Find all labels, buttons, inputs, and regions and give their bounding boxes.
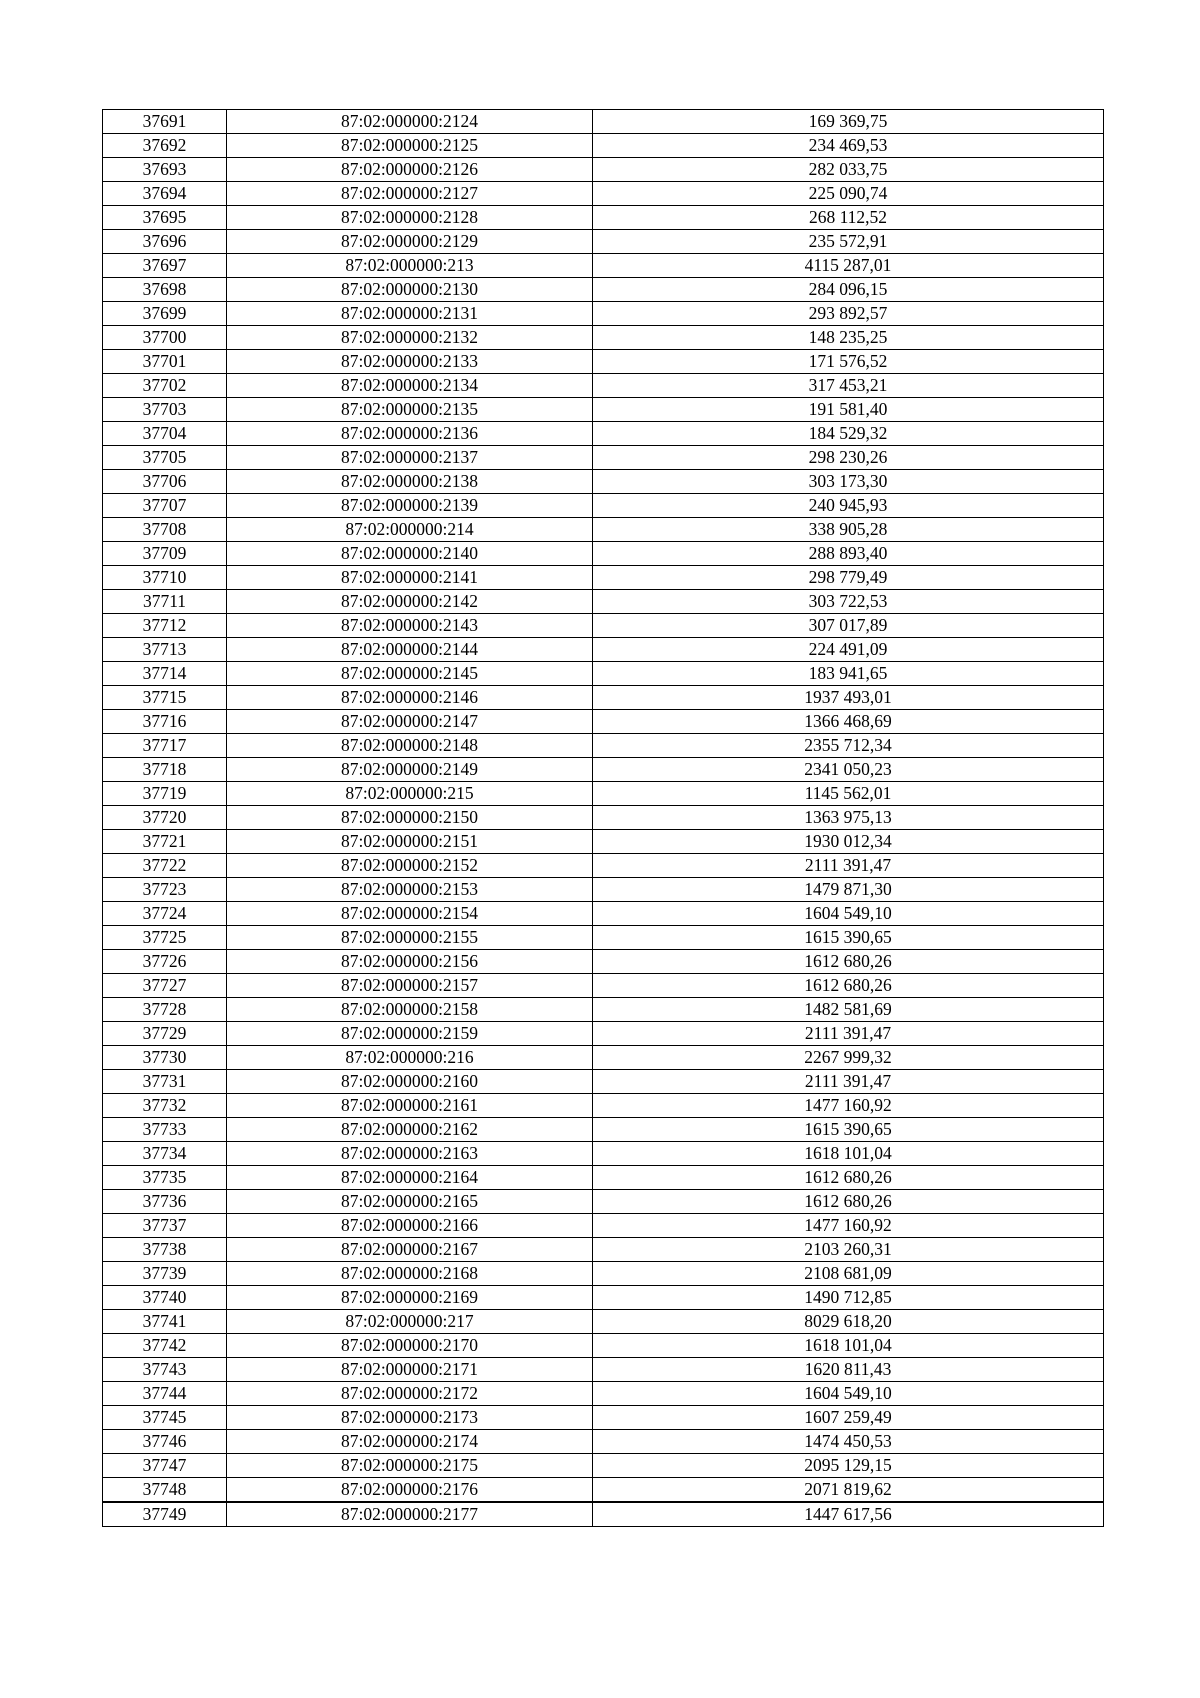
row-number-cell: 37703 — [103, 398, 227, 422]
cadastral-value-cell: 1477 160,92 — [593, 1214, 1104, 1238]
table-row — [103, 518, 1104, 542]
cadastral-value-cell: 225 090,74 — [593, 182, 1104, 206]
table-row — [103, 230, 1104, 254]
table-row — [103, 1022, 1104, 1046]
row-number-cell: 37716 — [103, 710, 227, 734]
row-number-cell: 37697 — [103, 254, 227, 278]
row-number-cell: 37695 — [103, 206, 227, 230]
cadastral-value-cell: 1477 160,92 — [593, 1094, 1104, 1118]
table-row — [103, 446, 1104, 470]
cadastral-number-cell: 87:02:000000:2145 — [227, 662, 593, 686]
cadastral-number-cell: 87:02:000000:2174 — [227, 1430, 593, 1454]
cadastral-value-cell: 171 576,52 — [593, 350, 1104, 374]
row-number-cell: 37719 — [103, 782, 227, 806]
cadastral-number-cell: 87:02:000000:2138 — [227, 470, 593, 494]
cadastral-value-cell: 1479 871,30 — [593, 878, 1104, 902]
row-number-cell: 37702 — [103, 374, 227, 398]
table-row — [103, 806, 1104, 830]
row-number-cell: 37742 — [103, 1334, 227, 1358]
cadastral-number-cell: 87:02:000000:2177 — [227, 1502, 593, 1527]
cadastral-number-cell: 87:02:000000:2166 — [227, 1214, 593, 1238]
table-row — [103, 1238, 1104, 1262]
cadastral-value-cell: 1618 101,04 — [593, 1142, 1104, 1166]
cadastral-number-cell: 87:02:000000:213 — [227, 254, 593, 278]
table-row — [103, 566, 1104, 590]
cadastral-value-cell: 1490 712,85 — [593, 1286, 1104, 1310]
cadastral-number-cell: 87:02:000000:2133 — [227, 350, 593, 374]
table-row — [103, 1454, 1104, 1478]
row-number-cell: 37698 — [103, 278, 227, 302]
table-row — [103, 998, 1104, 1022]
cadastral-number-cell: 87:02:000000:2149 — [227, 758, 593, 782]
cadastral-number-cell: 87:02:000000:2165 — [227, 1190, 593, 1214]
row-number-cell: 37744 — [103, 1382, 227, 1406]
cadastral-number-cell: 87:02:000000:2157 — [227, 974, 593, 998]
cadastral-value-cell: 1612 680,26 — [593, 950, 1104, 974]
table-row — [103, 1478, 1104, 1503]
row-number-cell: 37730 — [103, 1046, 227, 1070]
table-row — [103, 278, 1104, 302]
table-row — [103, 350, 1104, 374]
row-number-cell: 37692 — [103, 134, 227, 158]
table-row — [103, 1166, 1104, 1190]
cadastral-number-cell: 87:02:000000:2144 — [227, 638, 593, 662]
table-row — [103, 1094, 1104, 1118]
cadastral-value-cell: 1447 617,56 — [593, 1502, 1104, 1527]
cadastral-value-cell: 1930 012,34 — [593, 830, 1104, 854]
cadastral-value-cell: 1363 975,13 — [593, 806, 1104, 830]
cadastral-number-cell: 87:02:000000:2147 — [227, 710, 593, 734]
cadastral-number-cell: 87:02:000000:215 — [227, 782, 593, 806]
cadastral-value-cell: 282 033,75 — [593, 158, 1104, 182]
row-number-cell: 37718 — [103, 758, 227, 782]
cadastral-number-cell: 87:02:000000:2132 — [227, 326, 593, 350]
cadastral-value-cell: 288 893,40 — [593, 542, 1104, 566]
table-row — [103, 1406, 1104, 1430]
row-number-cell: 37707 — [103, 494, 227, 518]
row-number-cell: 37733 — [103, 1118, 227, 1142]
cadastral-value-cell: 8029 618,20 — [593, 1310, 1104, 1334]
table-row — [103, 1118, 1104, 1142]
cadastral-number-cell: 87:02:000000:2151 — [227, 830, 593, 854]
cadastral-value-cell: 184 529,32 — [593, 422, 1104, 446]
cadastral-value-cell: 191 581,40 — [593, 398, 1104, 422]
cadastral-value-cell: 284 096,15 — [593, 278, 1104, 302]
row-number-cell: 37700 — [103, 326, 227, 350]
cadastral-number-cell: 87:02:000000:2168 — [227, 1262, 593, 1286]
row-number-cell: 37725 — [103, 926, 227, 950]
row-number-cell: 37691 — [103, 110, 227, 134]
row-number-cell: 37741 — [103, 1310, 227, 1334]
row-number-cell: 37721 — [103, 830, 227, 854]
cadastral-value-cell: 307 017,89 — [593, 614, 1104, 638]
cadastral-value-cell: 1615 390,65 — [593, 1118, 1104, 1142]
row-number-cell: 37731 — [103, 1070, 227, 1094]
table-row — [103, 1358, 1104, 1382]
table-row — [103, 254, 1104, 278]
cadastral-value-cell: 1612 680,26 — [593, 1166, 1104, 1190]
row-number-cell: 37715 — [103, 686, 227, 710]
cadastral-number-cell: 87:02:000000:2159 — [227, 1022, 593, 1046]
row-number-cell: 37739 — [103, 1262, 227, 1286]
table-row — [103, 638, 1104, 662]
row-number-cell: 37722 — [103, 854, 227, 878]
table-row — [103, 1262, 1104, 1286]
table-row — [103, 1334, 1104, 1358]
table-row — [103, 1214, 1104, 1238]
cadastral-value-cell: 234 469,53 — [593, 134, 1104, 158]
cadastral-value-cell: 1366 468,69 — [593, 710, 1104, 734]
table-row — [103, 326, 1104, 350]
cadastral-number-cell: 87:02:000000:2163 — [227, 1142, 593, 1166]
table-row — [103, 1286, 1104, 1310]
row-number-cell: 37694 — [103, 182, 227, 206]
row-number-cell: 37735 — [103, 1166, 227, 1190]
cadastral-number-cell: 87:02:000000:2156 — [227, 950, 593, 974]
table-row — [103, 614, 1104, 638]
cadastral-number-cell: 87:02:000000:2161 — [227, 1094, 593, 1118]
table-row — [103, 686, 1104, 710]
cadastral-number-cell: 87:02:000000:2136 — [227, 422, 593, 446]
row-number-cell: 37734 — [103, 1142, 227, 1166]
table-row — [103, 1310, 1104, 1334]
table-row — [103, 590, 1104, 614]
row-number-cell: 37726 — [103, 950, 227, 974]
cadastral-value-cell: 2341 050,23 — [593, 758, 1104, 782]
cadastral-value-cell: 1604 549,10 — [593, 1382, 1104, 1406]
row-number-cell: 37712 — [103, 614, 227, 638]
row-number-cell: 37711 — [103, 590, 227, 614]
cadastral-value-cell: 240 945,93 — [593, 494, 1104, 518]
row-number-cell: 37749 — [103, 1502, 227, 1527]
row-number-cell: 37705 — [103, 446, 227, 470]
cadastral-value-cell: 268 112,52 — [593, 206, 1104, 230]
cadastral-number-cell: 87:02:000000:217 — [227, 1310, 593, 1334]
table-row — [103, 374, 1104, 398]
cadastral-value-cell: 4115 287,01 — [593, 254, 1104, 278]
table-row — [103, 158, 1104, 182]
cadastral-number-cell: 87:02:000000:2146 — [227, 686, 593, 710]
cadastral-value-cell: 169 369,75 — [593, 110, 1104, 134]
table-row — [103, 878, 1104, 902]
table-row — [103, 734, 1104, 758]
table-row — [103, 110, 1104, 134]
cadastral-value-cell: 1145 562,01 — [593, 782, 1104, 806]
row-number-cell: 37745 — [103, 1406, 227, 1430]
cadastral-number-cell: 87:02:000000:2124 — [227, 110, 593, 134]
cadastral-number-cell: 87:02:000000:2143 — [227, 614, 593, 638]
row-number-cell: 37740 — [103, 1286, 227, 1310]
cadastral-value-cell: 298 779,49 — [593, 566, 1104, 590]
row-number-cell: 37706 — [103, 470, 227, 494]
cadastral-number-cell: 87:02:000000:2169 — [227, 1286, 593, 1310]
cadastral-value-cell: 235 572,91 — [593, 230, 1104, 254]
cadastral-number-cell: 87:02:000000:2153 — [227, 878, 593, 902]
cadastral-number-cell: 87:02:000000:2175 — [227, 1454, 593, 1478]
cadastral-number-cell: 87:02:000000:2171 — [227, 1358, 593, 1382]
table-row — [103, 782, 1104, 806]
cadastral-value-cell: 2111 391,47 — [593, 1070, 1104, 1094]
cadastral-value-cell: 1474 450,53 — [593, 1430, 1104, 1454]
table-row — [103, 830, 1104, 854]
table-row — [103, 1046, 1104, 1070]
table-row — [103, 974, 1104, 998]
row-number-cell: 37732 — [103, 1094, 227, 1118]
row-number-cell: 37699 — [103, 302, 227, 326]
cadastral-number-cell: 87:02:000000:2167 — [227, 1238, 593, 1262]
table-row — [103, 710, 1104, 734]
row-number-cell: 37748 — [103, 1478, 227, 1503]
cadastral-value-cell: 1612 680,26 — [593, 1190, 1104, 1214]
table-row — [103, 1430, 1104, 1454]
cadastral-value-cell: 2095 129,15 — [593, 1454, 1104, 1478]
table-row — [103, 182, 1104, 206]
cadastral-number-cell: 87:02:000000:2129 — [227, 230, 593, 254]
cadastral-value-cell: 1482 581,69 — [593, 998, 1104, 1022]
cadastral-number-cell: 87:02:000000:2150 — [227, 806, 593, 830]
table-row — [103, 758, 1104, 782]
table-row — [103, 950, 1104, 974]
table-row — [103, 1502, 1104, 1527]
cadastral-value-cell: 2071 819,62 — [593, 1478, 1104, 1503]
row-number-cell: 37717 — [103, 734, 227, 758]
table-row — [103, 302, 1104, 326]
row-number-cell: 37736 — [103, 1190, 227, 1214]
cadastral-number-cell: 87:02:000000:2127 — [227, 182, 593, 206]
row-number-cell: 37708 — [103, 518, 227, 542]
cadastral-number-cell: 87:02:000000:2148 — [227, 734, 593, 758]
cadastral-value-cell: 2111 391,47 — [593, 854, 1104, 878]
row-number-cell: 37743 — [103, 1358, 227, 1382]
row-number-cell: 37709 — [103, 542, 227, 566]
table-row — [103, 1382, 1104, 1406]
cadastral-value-cell: 1618 101,04 — [593, 1334, 1104, 1358]
table-row — [103, 398, 1104, 422]
cadastral-number-cell: 87:02:000000:2162 — [227, 1118, 593, 1142]
row-number-cell: 37737 — [103, 1214, 227, 1238]
cadastral-number-cell: 87:02:000000:2172 — [227, 1382, 593, 1406]
row-number-cell: 37710 — [103, 566, 227, 590]
cadastral-number-cell: 87:02:000000:2173 — [227, 1406, 593, 1430]
cadastral-number-cell: 87:02:000000:2140 — [227, 542, 593, 566]
row-number-cell: 37729 — [103, 1022, 227, 1046]
table-row — [103, 1070, 1104, 1094]
cadastral-number-cell: 87:02:000000:2139 — [227, 494, 593, 518]
row-number-cell: 37728 — [103, 998, 227, 1022]
cadastral-number-cell: 87:02:000000:2142 — [227, 590, 593, 614]
row-number-cell: 37713 — [103, 638, 227, 662]
cadastral-number-cell: 87:02:000000:2125 — [227, 134, 593, 158]
table-row — [103, 854, 1104, 878]
cadastral-value-cell: 338 905,28 — [593, 518, 1104, 542]
row-number-cell: 37720 — [103, 806, 227, 830]
cadastral-number-cell: 87:02:000000:2137 — [227, 446, 593, 470]
cadastral-value-cell: 1615 390,65 — [593, 926, 1104, 950]
row-number-cell: 37693 — [103, 158, 227, 182]
cadastral-value-cell: 2267 999,32 — [593, 1046, 1104, 1070]
table-row — [103, 926, 1104, 950]
cadastral-value-table — [102, 109, 1104, 1527]
row-number-cell: 37724 — [103, 902, 227, 926]
cadastral-value-cell: 293 892,57 — [593, 302, 1104, 326]
cadastral-value-cell: 1607 259,49 — [593, 1406, 1104, 1430]
table-row — [103, 662, 1104, 686]
cadastral-value-cell: 317 453,21 — [593, 374, 1104, 398]
cadastral-number-cell: 87:02:000000:216 — [227, 1046, 593, 1070]
cadastral-value-cell: 2111 391,47 — [593, 1022, 1104, 1046]
cadastral-number-cell: 87:02:000000:2176 — [227, 1478, 593, 1503]
cadastral-value-cell: 224 491,09 — [593, 638, 1104, 662]
cadastral-number-cell: 87:02:000000:2160 — [227, 1070, 593, 1094]
table-row — [103, 134, 1104, 158]
cadastral-number-cell: 87:02:000000:2141 — [227, 566, 593, 590]
cadastral-value-cell: 1612 680,26 — [593, 974, 1104, 998]
row-number-cell: 37723 — [103, 878, 227, 902]
row-number-cell: 37714 — [103, 662, 227, 686]
cadastral-number-cell: 87:02:000000:2154 — [227, 902, 593, 926]
table-row — [103, 206, 1104, 230]
cadastral-value-cell: 303 722,53 — [593, 590, 1104, 614]
cadastral-value-cell: 298 230,26 — [593, 446, 1104, 470]
row-number-cell: 37746 — [103, 1430, 227, 1454]
table-row — [103, 494, 1104, 518]
row-number-cell: 37701 — [103, 350, 227, 374]
cadastral-number-cell: 87:02:000000:2131 — [227, 302, 593, 326]
table-row — [103, 1190, 1104, 1214]
cadastral-number-cell: 87:02:000000:214 — [227, 518, 593, 542]
cadastral-value-cell: 183 941,65 — [593, 662, 1104, 686]
row-number-cell: 37747 — [103, 1454, 227, 1478]
cadastral-number-cell: 87:02:000000:2126 — [227, 158, 593, 182]
row-number-cell: 37704 — [103, 422, 227, 446]
cadastral-value-cell: 1620 811,43 — [593, 1358, 1104, 1382]
cadastral-number-cell: 87:02:000000:2164 — [227, 1166, 593, 1190]
cadastral-number-cell: 87:02:000000:2135 — [227, 398, 593, 422]
cadastral-number-cell: 87:02:000000:2128 — [227, 206, 593, 230]
cadastral-value-cell: 1937 493,01 — [593, 686, 1104, 710]
cadastral-number-cell: 87:02:000000:2170 — [227, 1334, 593, 1358]
table-body — [103, 110, 1104, 1527]
cadastral-number-cell: 87:02:000000:2158 — [227, 998, 593, 1022]
cadastral-number-cell: 87:02:000000:2155 — [227, 926, 593, 950]
row-number-cell: 37727 — [103, 974, 227, 998]
cadastral-value-cell: 2108 681,09 — [593, 1262, 1104, 1286]
cadastral-number-cell: 87:02:000000:2152 — [227, 854, 593, 878]
cadastral-value-cell: 148 235,25 — [593, 326, 1104, 350]
row-number-cell: 37696 — [103, 230, 227, 254]
table-row — [103, 902, 1104, 926]
cadastral-number-cell: 87:02:000000:2134 — [227, 374, 593, 398]
table-row — [103, 1142, 1104, 1166]
cadastral-number-cell: 87:02:000000:2130 — [227, 278, 593, 302]
cadastral-value-cell: 2355 712,34 — [593, 734, 1104, 758]
table-row — [103, 470, 1104, 494]
cadastral-value-cell: 1604 549,10 — [593, 902, 1104, 926]
cadastral-value-cell: 303 173,30 — [593, 470, 1104, 494]
table-row — [103, 542, 1104, 566]
table-row — [103, 422, 1104, 446]
cadastral-value-cell: 2103 260,31 — [593, 1238, 1104, 1262]
row-number-cell: 37738 — [103, 1238, 227, 1262]
